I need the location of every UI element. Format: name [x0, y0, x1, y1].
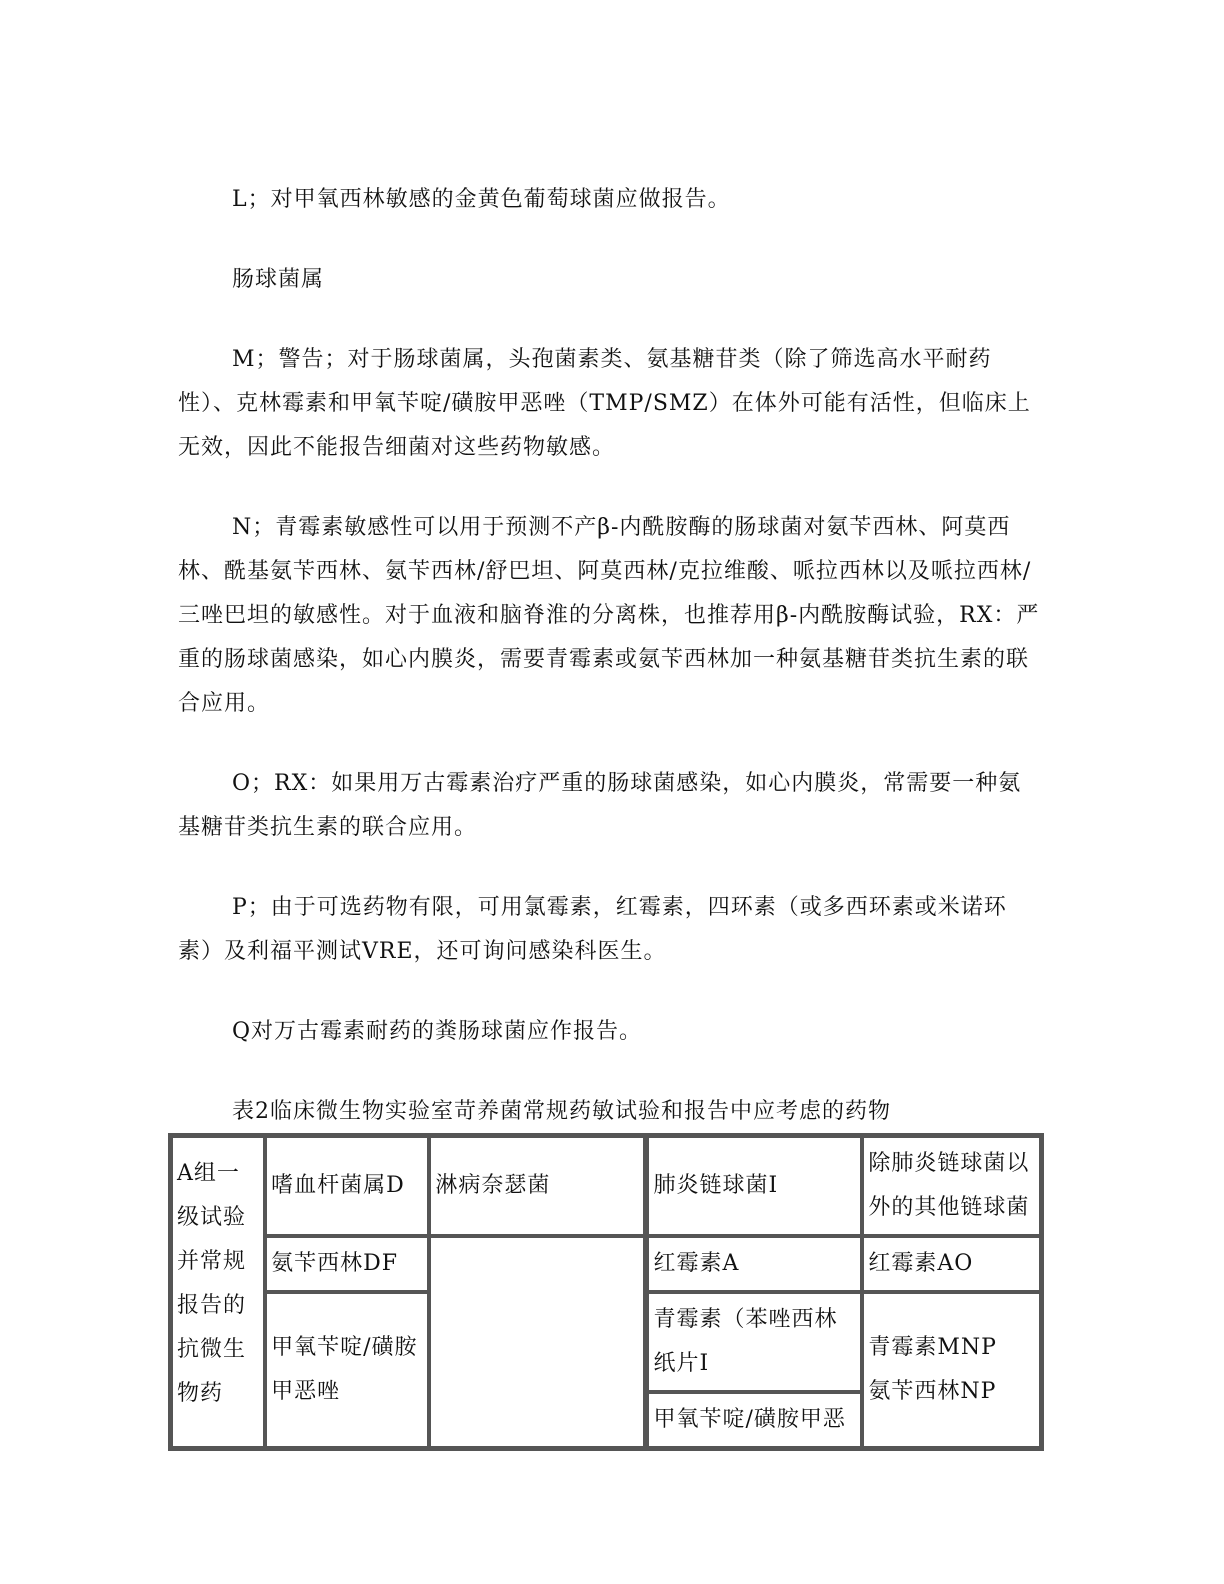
header-haemophilus: 嗜血杆菌属D	[265, 1136, 429, 1236]
cell-haemophilus-r1: 氨苄西林DF	[265, 1236, 429, 1292]
note-q: Q对万古霉素耐药的粪肠球菌应作报告。	[232, 1019, 643, 1044]
note-p: P；由于可选药物有限，可用氯霉素，红霉素，四环素（或多西环素或米诺环素）及利福平测试VRE，还可询问感染科医生。	[178, 895, 1007, 964]
table-header-row	[171, 1136, 1041, 1236]
document-body	[178, 178, 1040, 1134]
cell-pneumoniae-r3: 甲氧苄啶/磺胺甲恶	[645, 1392, 862, 1448]
cell-other-strep-r2	[862, 1292, 1041, 1448]
table-caption: 表2临床微生物实验室苛养菌常规药敏试验和报告中应考虑的药物	[232, 1099, 891, 1124]
section-heading-enterococcus: 肠球菌属	[232, 267, 325, 292]
note-m: M；警告；对于肠球菌属，头孢菌素类、氨基糖苷类（除了筛选高水平耐药性）、克林霉素和甲氧苄啶/磺胺甲恶唑（TMP/SMZ）在体外可能有活性，但临床上无效，因此不能报告细菌对这些药物敏感。	[178, 347, 1031, 460]
note-l: L；对甲氧西林敏感的金黄色葡萄球菌应做报告。	[232, 187, 731, 212]
header-gonorrhoeae: 淋病奈瑟菌	[429, 1136, 645, 1236]
cell-pneumoniae-r2: 青霉素（苯唑西林纸片I	[645, 1292, 862, 1392]
group-a-label: A组一级试验并常规报告的抗微生物药	[171, 1136, 265, 1448]
cell-gonorrhoeae-empty	[429, 1236, 645, 1448]
cell-haemophilus-r2: 甲氧苄啶/磺胺甲恶唑	[265, 1292, 429, 1448]
note-o: O；RX：如果用万古霉素治疗严重的肠球菌感染，如心内膜炎，常需要一种氨基糖苷类抗生素的联合应用。	[178, 771, 1022, 840]
other-strep-r2-line2: 氨苄西林NP	[868, 1379, 997, 1404]
cell-pneumoniae-r1: 红霉素A	[645, 1236, 862, 1292]
note-n: N；青霉素敏感性可以用于预测不产β-内酰胺酶的肠球菌对氨苄西林、阿莫西林、酰基氨苄西林、氨苄西林/舒巴坦、阿莫西林/克拉维酸、哌拉西林以及哌拉西林/三唑巴坦的敏感性。对于血液和脑脊淮的分离株，也推荐用β-内酰胺酶试验，RX：严重的肠球菌感染，如心内膜炎，需要青霉素或氨苄西林加一种氨基糖苷类抗生素的联合应用。	[178, 515, 1040, 716]
header-pneumoniae: 肺炎链球菌I	[645, 1136, 862, 1236]
other-strep-r2-line1: 青霉素MNP	[868, 1335, 997, 1360]
cell-other-strep-r1: 红霉素AO	[862, 1236, 1041, 1292]
antimicrobial-table	[168, 1133, 1044, 1451]
table-row	[171, 1236, 1041, 1292]
header-other-strep: 除肺炎链球菌以外的其他链球菌	[862, 1136, 1041, 1236]
